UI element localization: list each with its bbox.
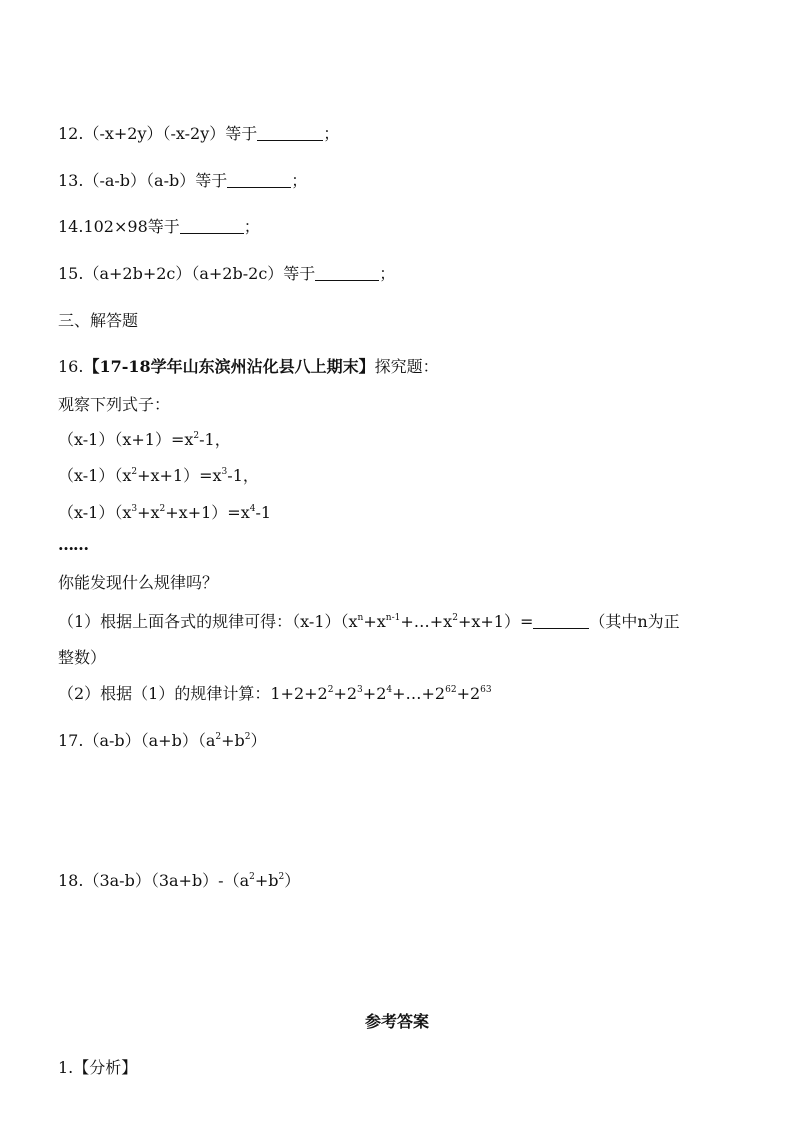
- answer-blank: [315, 266, 379, 281]
- question-12: [58, 123, 339, 145]
- punctuation: ；: [323, 124, 340, 143]
- formula-1: $(x-1)(x+1)=x^2-1$，: [58, 430, 231, 449]
- part-1-prefix: （1）根据上面各式的规律可得：（x-1）（x: [58, 612, 358, 631]
- question-17: $17.(a-b)(a+b)(a^2+b^2)$: [58, 731, 267, 750]
- part-2-text: （2）根据（1）的规律计算：1+2+2: [58, 684, 328, 703]
- question-16-label: 探究题：: [374, 357, 439, 376]
- question-16-intro: 观察下列式子：: [58, 395, 171, 414]
- ellipsis: ……: [58, 535, 88, 554]
- answer-1: 1.【分析】: [58, 1058, 138, 1077]
- question-16-part-1: （1）根据上面各式的规律可得：$(x-1)(x^n+x^{n-1}+\dots+x^2+x+1)=$ （其中n为正: [58, 612, 680, 631]
- answer-blank: [533, 614, 589, 629]
- question-16-source: 【17-18学年山东滨州沾化县八上期末】: [83, 357, 375, 376]
- question-16-part-2: （2）根据（1）的规律计算：$1+2+2^2+2^3+2^4+\dots+2^{62}+2^{63}$: [58, 684, 492, 703]
- question-12-text: 12.（-x+2y）（-x-2y）等于: [58, 124, 258, 143]
- question-14: [58, 216, 260, 238]
- question-16-number: 16.: [58, 357, 84, 376]
- answer-blank: [257, 126, 323, 141]
- question-16-prompt: 你能发现什么规律吗？: [58, 573, 219, 592]
- question-13: [58, 170, 307, 192]
- question-16-header: [58, 356, 439, 378]
- answer-blank: [227, 173, 291, 188]
- punctuation: ；: [379, 264, 396, 283]
- formula-3: $(x-1)(x^3+x^2+x+1)=x^4-1$: [58, 503, 272, 522]
- question-18-text: 18.（3a-b）（3a+b）-（a: [58, 871, 250, 890]
- question-18: $18.(3a-b)(3a+b)-(a^2+b^2)$: [58, 871, 301, 890]
- formula-2: $(x-1)(x^2+x+1)=x^3-1$，: [58, 466, 259, 485]
- section-heading: 三、解答题: [58, 311, 139, 330]
- part-1-suffix: （其中n为正: [589, 612, 680, 631]
- answer-blank: [180, 219, 244, 234]
- question-15: [58, 263, 395, 285]
- question-13-text: 13.（-a-b）（a-b）等于: [58, 171, 228, 190]
- question-15-text: 15.（a+2b+2c）（a+2b-2c）等于: [58, 264, 316, 283]
- answers-title: 参考答案: [364, 1012, 429, 1031]
- question-14-text: 14.102×98等于: [58, 217, 180, 236]
- punctuation: ；: [291, 171, 308, 190]
- punctuation: ；: [243, 217, 260, 236]
- question-17-text: 17.（a-b）（a+b）（a: [58, 731, 216, 750]
- question-16-part-1-continued: 整数）: [58, 648, 107, 667]
